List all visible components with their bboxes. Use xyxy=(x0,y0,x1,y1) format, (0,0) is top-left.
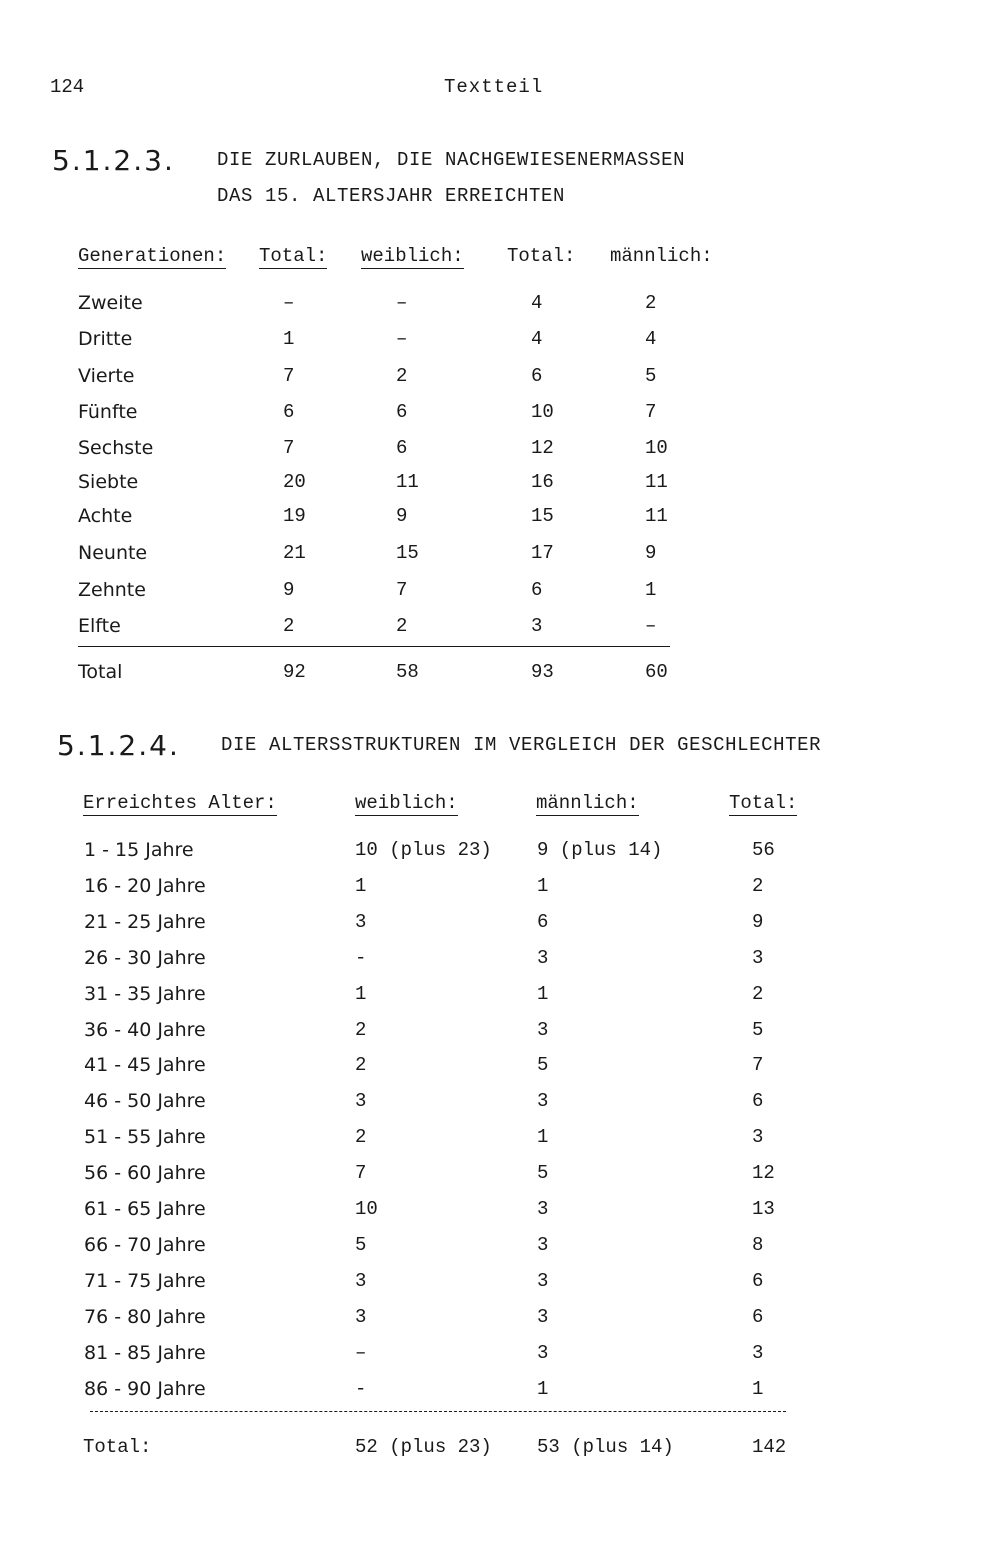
column-header: Total: xyxy=(507,245,576,267)
female-count: 2 xyxy=(355,1019,367,1041)
age-range: 66 - 70 Jahre xyxy=(84,1234,206,1256)
table-cell: 9 xyxy=(645,542,657,564)
row-label: Neunte xyxy=(78,542,148,564)
table-cell: 2 xyxy=(396,615,408,637)
table-cell: 7 xyxy=(283,437,295,459)
table-cell: 5 xyxy=(645,365,657,387)
column-header: Total: xyxy=(259,245,328,267)
row-total: 6 xyxy=(752,1306,764,1328)
age-range: 81 - 85 Jahre xyxy=(84,1342,206,1364)
female-count: 7 xyxy=(355,1162,367,1184)
table-cell: – xyxy=(396,328,408,350)
age-range: 26 - 30 Jahre xyxy=(84,947,206,969)
male-count: 1 xyxy=(537,875,549,897)
male-count: 3 xyxy=(537,1090,549,1112)
total-label: Total xyxy=(78,661,123,683)
table-cell: 15 xyxy=(396,542,419,564)
female-count: - xyxy=(355,1378,367,1400)
column-header: männlich: xyxy=(536,792,639,814)
male-count: 5 xyxy=(537,1054,549,1076)
male-count: 3 xyxy=(537,1306,549,1328)
age-range: 21 - 25 Jahre xyxy=(84,911,206,933)
column-header: weiblich: xyxy=(355,792,458,814)
female-count: 5 xyxy=(355,1234,367,1256)
column-header: männlich: xyxy=(610,245,713,267)
row-label: Fünfte xyxy=(78,401,138,423)
table-cell: 15 xyxy=(531,505,554,527)
table-cell: 6 xyxy=(396,437,408,459)
table-cell: 7 xyxy=(645,401,657,423)
page-number: 124 xyxy=(50,76,85,98)
row-label: Zweite xyxy=(78,292,143,314)
male-count: 6 xyxy=(537,911,549,933)
row-total: 56 xyxy=(752,839,775,861)
column-header: Erreichtes Alter: xyxy=(83,792,277,814)
row-total: 2 xyxy=(752,875,764,897)
male-count: 9 (plus 14) xyxy=(537,839,663,861)
age-range: 86 - 90 Jahre xyxy=(84,1378,206,1400)
row-total: 13 xyxy=(752,1198,775,1220)
table-cell: 7 xyxy=(396,579,408,601)
female-count: – xyxy=(355,1342,367,1364)
female-count: 2 xyxy=(355,1054,367,1076)
age-range: 1 - 15 Jahre xyxy=(84,839,194,861)
table-cell: 6 xyxy=(396,401,408,423)
total-label: Total: xyxy=(83,1436,152,1458)
male-count: 1 xyxy=(537,1126,549,1148)
grand-total: 142 xyxy=(752,1436,787,1458)
section-title: DAS 15. ALTERSJAHR ERREICHTEN xyxy=(217,185,566,207)
female-count: 1 xyxy=(355,983,367,1005)
male-count: 3 xyxy=(537,1019,549,1041)
table-cell: – xyxy=(645,615,657,637)
table-cell: 6 xyxy=(531,579,543,601)
age-range: 51 - 55 Jahre xyxy=(84,1126,206,1148)
female-count: 1 xyxy=(355,875,367,897)
column-header: weiblich: xyxy=(361,245,464,267)
female-count: 10 (plus 23) xyxy=(355,839,492,861)
total-cell: 58 xyxy=(396,661,419,683)
table-cell: – xyxy=(283,292,295,314)
section-number: 5.1.2.3. xyxy=(52,144,175,177)
row-label: Elfte xyxy=(78,615,121,637)
table-cell: 16 xyxy=(531,471,554,493)
total-cell: 92 xyxy=(283,661,306,683)
male-count: 1 xyxy=(537,1378,549,1400)
row-label: Dritte xyxy=(78,328,133,350)
row-total: 6 xyxy=(752,1090,764,1112)
male-count: 5 xyxy=(537,1162,549,1184)
female-count: 3 xyxy=(355,1270,367,1292)
row-label: Vierte xyxy=(78,365,135,387)
row-total: 6 xyxy=(752,1270,764,1292)
table-cell: 2 xyxy=(645,292,657,314)
table-cell: 7 xyxy=(283,365,295,387)
row-total: 3 xyxy=(752,1126,764,1148)
total-cell: 93 xyxy=(531,661,554,683)
section-number: 5.1.2.4. xyxy=(57,729,180,762)
section-title: DIE ALTERSSTRUKTUREN IM VERGLEICH DER GESCHLECHTER xyxy=(221,734,822,756)
table-cell: 1 xyxy=(645,579,657,601)
table-cell: 6 xyxy=(283,401,295,423)
table-cell: 2 xyxy=(283,615,295,637)
table-cell: 10 xyxy=(645,437,668,459)
age-range: 76 - 80 Jahre xyxy=(84,1306,206,1328)
row-total: 8 xyxy=(752,1234,764,1256)
age-range: 46 - 50 Jahre xyxy=(84,1090,206,1112)
column-header: Generationen: xyxy=(78,245,227,267)
row-total: 9 xyxy=(752,911,764,933)
row-total: 2 xyxy=(752,983,764,1005)
row-label: Zehnte xyxy=(78,579,146,601)
table-cell: 20 xyxy=(283,471,306,493)
table-cell: 11 xyxy=(645,505,668,527)
age-range: 41 - 45 Jahre xyxy=(84,1054,206,1076)
age-range: 61 - 65 Jahre xyxy=(84,1198,206,1220)
table-cell: 10 xyxy=(531,401,554,423)
female-count: 3 xyxy=(355,911,367,933)
male-count: 3 xyxy=(537,1270,549,1292)
female-count: 10 xyxy=(355,1198,378,1220)
male-total: 53 (plus 14) xyxy=(537,1436,674,1458)
table-cell: 19 xyxy=(283,505,306,527)
table-cell: 9 xyxy=(396,505,408,527)
row-label: Sechste xyxy=(78,437,154,459)
total-cell: 60 xyxy=(645,661,668,683)
male-count: 3 xyxy=(537,1342,549,1364)
age-range: 36 - 40 Jahre xyxy=(84,1019,206,1041)
column-header: Total: xyxy=(729,792,798,814)
female-count: 2 xyxy=(355,1126,367,1148)
row-label: Achte xyxy=(78,505,133,527)
section-title: DIE ZURLAUBEN, DIE NACHGEWIESENERMASSEN xyxy=(217,149,686,171)
age-range: 16 - 20 Jahre xyxy=(84,875,206,897)
male-count: 1 xyxy=(537,983,549,1005)
table-cell: 4 xyxy=(645,328,657,350)
table-cell: 2 xyxy=(396,365,408,387)
running-head: Textteil xyxy=(444,76,544,98)
total-rule xyxy=(78,646,670,647)
age-range: 71 - 75 Jahre xyxy=(84,1270,206,1292)
female-count: 3 xyxy=(355,1306,367,1328)
table-cell: – xyxy=(396,292,408,314)
female-total: 52 (plus 23) xyxy=(355,1436,492,1458)
row-total: 5 xyxy=(752,1019,764,1041)
table-cell: 3 xyxy=(531,615,543,637)
age-range: 31 - 35 Jahre xyxy=(84,983,206,1005)
male-count: 3 xyxy=(537,1198,549,1220)
male-count: 3 xyxy=(537,947,549,969)
total-rule xyxy=(90,1411,786,1412)
table-cell: 12 xyxy=(531,437,554,459)
row-total: 12 xyxy=(752,1162,775,1184)
table-cell: 11 xyxy=(396,471,419,493)
table-cell: 21 xyxy=(283,542,306,564)
table-cell: 6 xyxy=(531,365,543,387)
table-cell: 4 xyxy=(531,328,543,350)
table-cell: 17 xyxy=(531,542,554,564)
row-total: 3 xyxy=(752,1342,764,1364)
row-total: 1 xyxy=(752,1378,764,1400)
table-cell: 4 xyxy=(531,292,543,314)
female-count: 3 xyxy=(355,1090,367,1112)
female-count: - xyxy=(355,947,367,969)
table-cell: 11 xyxy=(645,471,668,493)
row-total: 3 xyxy=(752,947,764,969)
row-total: 7 xyxy=(752,1054,764,1076)
age-range: 56 - 60 Jahre xyxy=(84,1162,206,1184)
male-count: 3 xyxy=(537,1234,549,1256)
table-cell: 9 xyxy=(283,579,295,601)
table-cell: 1 xyxy=(283,328,295,350)
row-label: Siebte xyxy=(78,471,139,493)
